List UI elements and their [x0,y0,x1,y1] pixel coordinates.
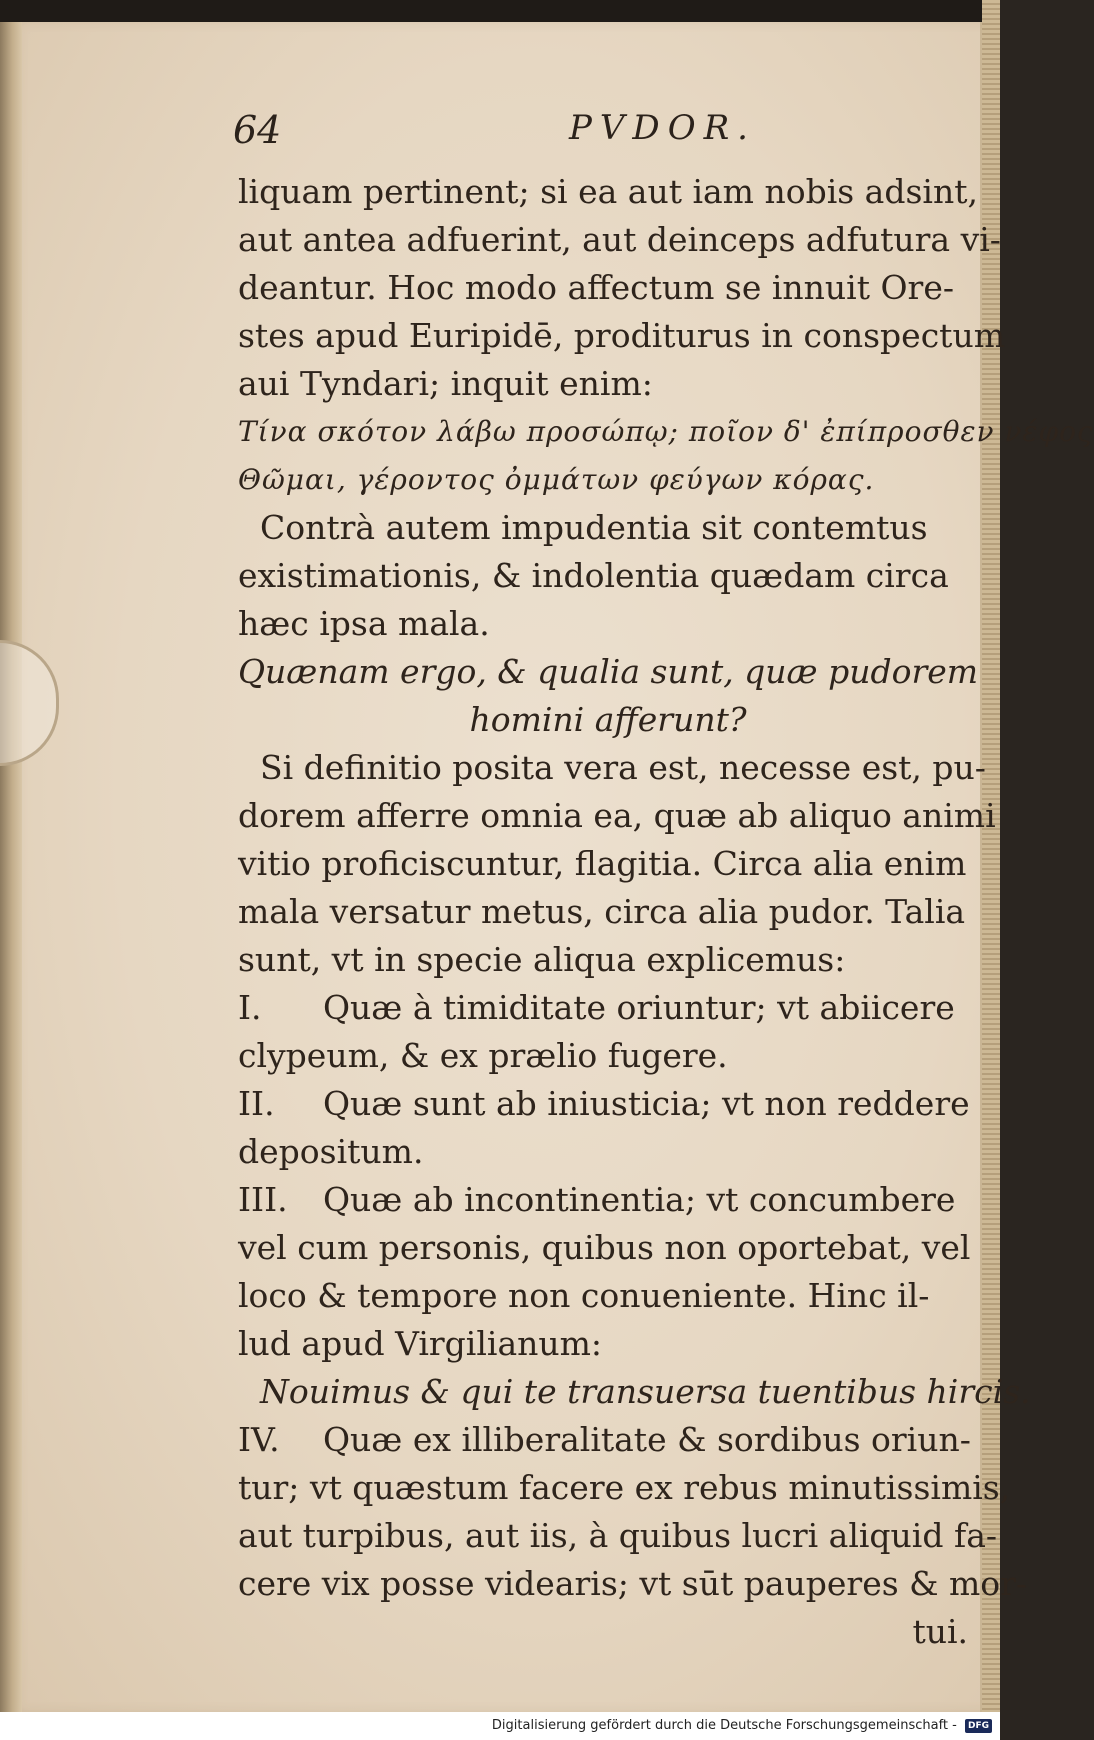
line-text: Quæ ab incontinentia; vt concumbere [323,1180,956,1219]
text-line [238,936,978,984]
line-text: Quæ à timiditate oriuntur; vt abiicere [323,988,955,1027]
text-line [238,456,978,504]
line-text: dorem afferre omnia ea, quæ ab aliquo animi [238,796,996,835]
text-line [238,888,978,936]
line-text: cere vix posse videaris; vt sūt pauperes & mor- [238,1564,1028,1603]
binding-gutter [0,22,22,1712]
list-number: III. [238,1180,288,1219]
line-text: Quænam ergo, & qualia sunt, quæ pudorem [238,652,979,691]
list-number: I. [238,988,262,1027]
line-text: Τίνα σκότον λάβω προσώπῳ; ποῖον δ' ἐπίπροσθεν νέφος [238,415,1094,448]
text-line [238,312,1005,360]
line-text: liquam pertinent; si ea aut iam nobis adsint, [238,172,978,211]
text-line [238,1560,1028,1608]
dfg-logo-icon: DFG [965,1719,992,1733]
text-line [238,840,978,888]
text-line [238,792,996,840]
page-number: 64 [233,108,282,152]
list-number: IV. [238,1420,280,1459]
digitization-footer [0,1712,1000,1740]
text-line [238,1416,978,1464]
text-line [238,1032,978,1080]
text-line [238,1080,978,1128]
text-line [238,1128,978,1176]
text-line [238,1368,1031,1416]
line-text: existimationis, & indolentia quædam circa [238,556,949,595]
line-text: deantur. Hoc modo affectum se innuit Ore- [238,268,954,307]
text-line [238,1176,978,1224]
line-text: aui Tyndari; inquit enim: [238,364,653,403]
line-text: Θῶμαι, γέροντος ὀμμάτων φεύγων κόρας. [238,463,875,496]
line-text: hæc ipsa mala. [238,604,490,643]
running-head: PVDOR. [569,108,756,148]
text-line [238,648,978,696]
line-text: aut antea adfuerint, aut deinceps adfutura vi- [238,220,1001,259]
text-line [238,984,978,1032]
text-line [238,600,978,648]
text-line [238,1224,978,1272]
line-text: vitio proficiscuntur, flagitia. Circa alia enim [238,844,967,883]
line-text: Contrà autem impudentia sit contemtus [260,508,928,547]
text-line [238,1464,1011,1512]
line-text: Quæ ex illiberalitate & sordibus oriun- [323,1420,971,1459]
text-line [238,1320,978,1368]
text-line [238,552,978,600]
line-text: Si definitio posita vera est, necesse est, pu- [260,748,986,787]
line-text: depositum. [238,1132,424,1171]
text-line [238,168,978,216]
text-line [238,1272,978,1320]
text-line [238,216,1001,264]
text-line [238,1512,998,1560]
text-line [238,504,978,552]
line-text: loco & tempore non conueniente. Hinc il- [238,1276,930,1315]
text-line [238,408,1094,456]
line-text: homini afferunt? [469,700,747,739]
line-text: Nouimus & qui te transuersa tuentibus hircis. [260,1372,1031,1411]
text-line [238,744,986,792]
line-text: aut turpibus, aut iis, à quibus lucri aliquid fa- [238,1516,998,1555]
line-text: clypeum, & ex prælio fugere. [238,1036,728,1075]
list-number: II. [238,1084,275,1123]
footer-credit: Digitalisierung gefördert durch die Deutsche Forschungsgemeinschaft - [491,1718,957,1733]
page-header [233,108,840,158]
text-line [238,264,978,312]
line-text: stes apud Euripidē, proditurus in conspectum [238,316,1005,355]
line-text: tur; vt quæstum facere ex rebus minutissimis, [238,1468,1011,1507]
catchword: tui. [912,1612,968,1651]
text-line [238,696,978,744]
line-text: sunt, vt in specie aliqua explicemus: [238,940,846,979]
line-text: Quæ sunt ab iniusticia; vt non reddere [323,1084,970,1123]
line-text: lud apud Virgilianum: [238,1324,603,1363]
text-body [238,168,1094,1656]
text-line [238,360,978,408]
line-text: vel cum personis, quibus non oportebat, vel [238,1228,971,1267]
line-text: mala versatur metus, circa alia pudor. Talia [238,892,966,931]
